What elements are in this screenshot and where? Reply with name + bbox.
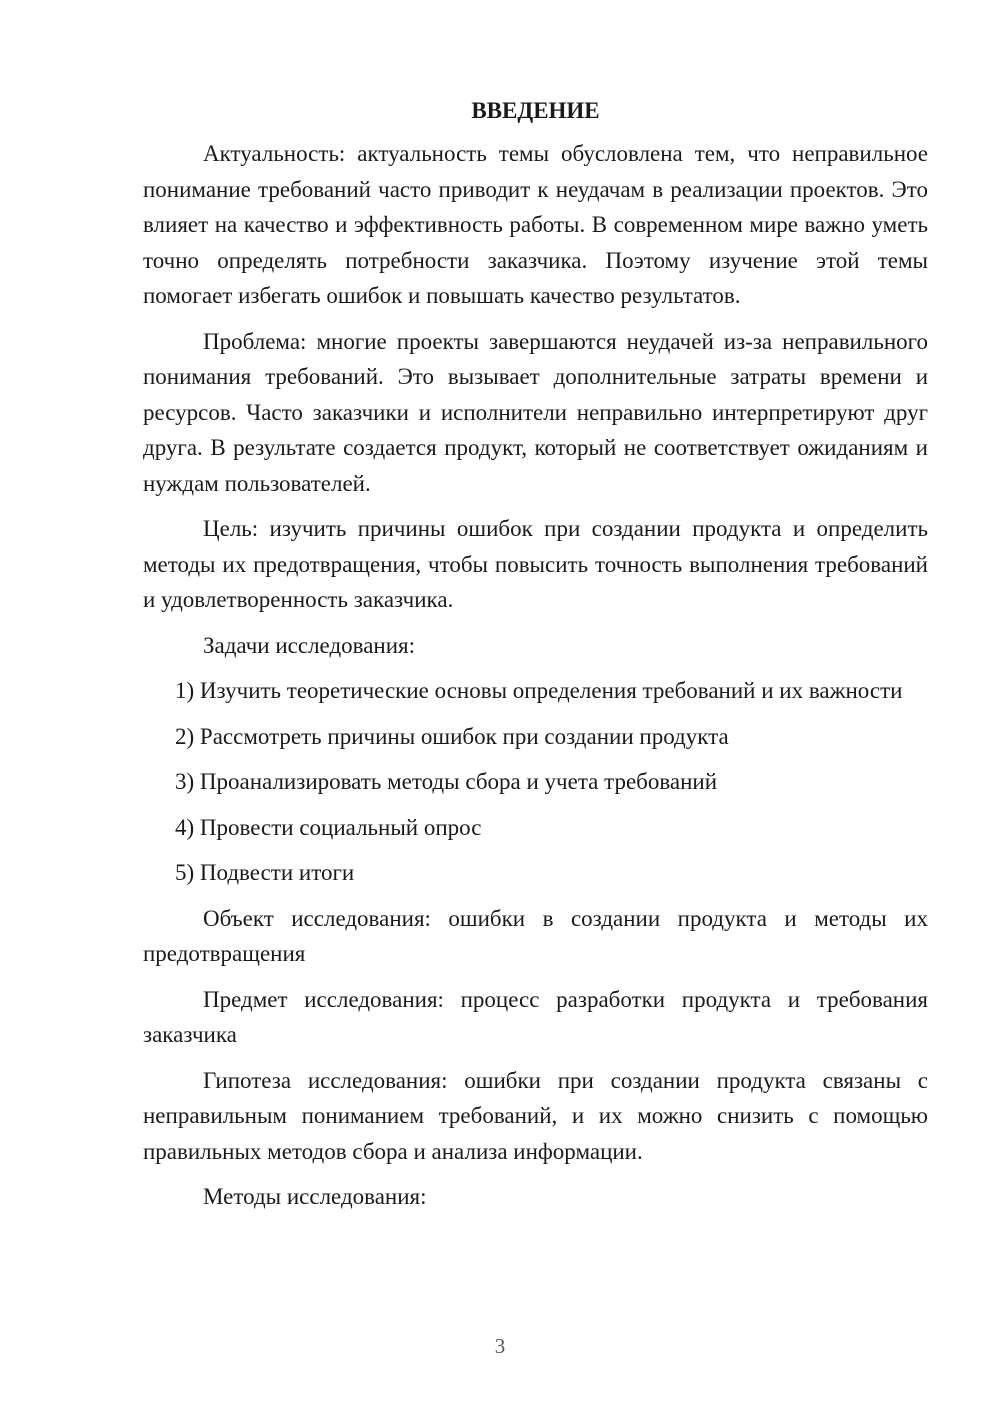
object-paragraph: Объект исследования: ошибки в создании продукта и методы их предотвращения (143, 905, 928, 966)
goal-paragraph: Цель: изучить причины ошибок при создании продукта и определить методы их предотвращения, чтобы повысить точность выполнения требований и удовлетворенность заказчика. (143, 516, 928, 612)
task-item: 1) Изучить теоретические основы определения требований и их важности (175, 678, 903, 703)
hypothesis-paragraph: Гипотеза исследования: ошибки при создании продукта связаны с неправильным пониманием требований, и их можно снизить с помощью правильных методов сбора и анализа информации. (143, 1067, 928, 1164)
problem-paragraph: Проблема: многие проекты завершаются неудачей из-за неправильного понимания требований. Это вызывает дополнительные затраты времени и ресурсов. Часто заказчики и исполнители неправильно интерпретируют друг друга. В результате создается продукт, который не соответствует ожиданиям и нуждам пользователей. (143, 328, 928, 496)
section-title: ВВЕДЕНИЕ (471, 98, 600, 123)
task-item: 2) Рассмотреть причины ошибок при создании продукта (175, 723, 729, 749)
tasks-heading: Задачи исследования: (203, 632, 416, 658)
task-item: 5) Подвести итоги (175, 860, 355, 885)
document-page (143, 96, 928, 1225)
task-item: 3) Проанализировать методы сбора и учета требований (175, 769, 718, 794)
relevance-paragraph: Актуальность: актуальность темы обусловлена тем, что неправильное понимание требований часто приводит к неудачам в реализации проектов. Это влияет на качество и эффективность работы. В современном мире важно уметь точно определять потребности заказчика. Поэтому изучение этой темы помогает избегать ошибок и повышать качество результатов. (143, 141, 928, 308)
methods-heading: Методы исследования: (203, 1184, 427, 1209)
page-number: 3 (494, 1334, 506, 1358)
subject-paragraph: Предмет исследования: процесс разработки продукта и требования заказчика (143, 986, 928, 1047)
task-item: 4) Провести социальный опрос (175, 814, 482, 840)
